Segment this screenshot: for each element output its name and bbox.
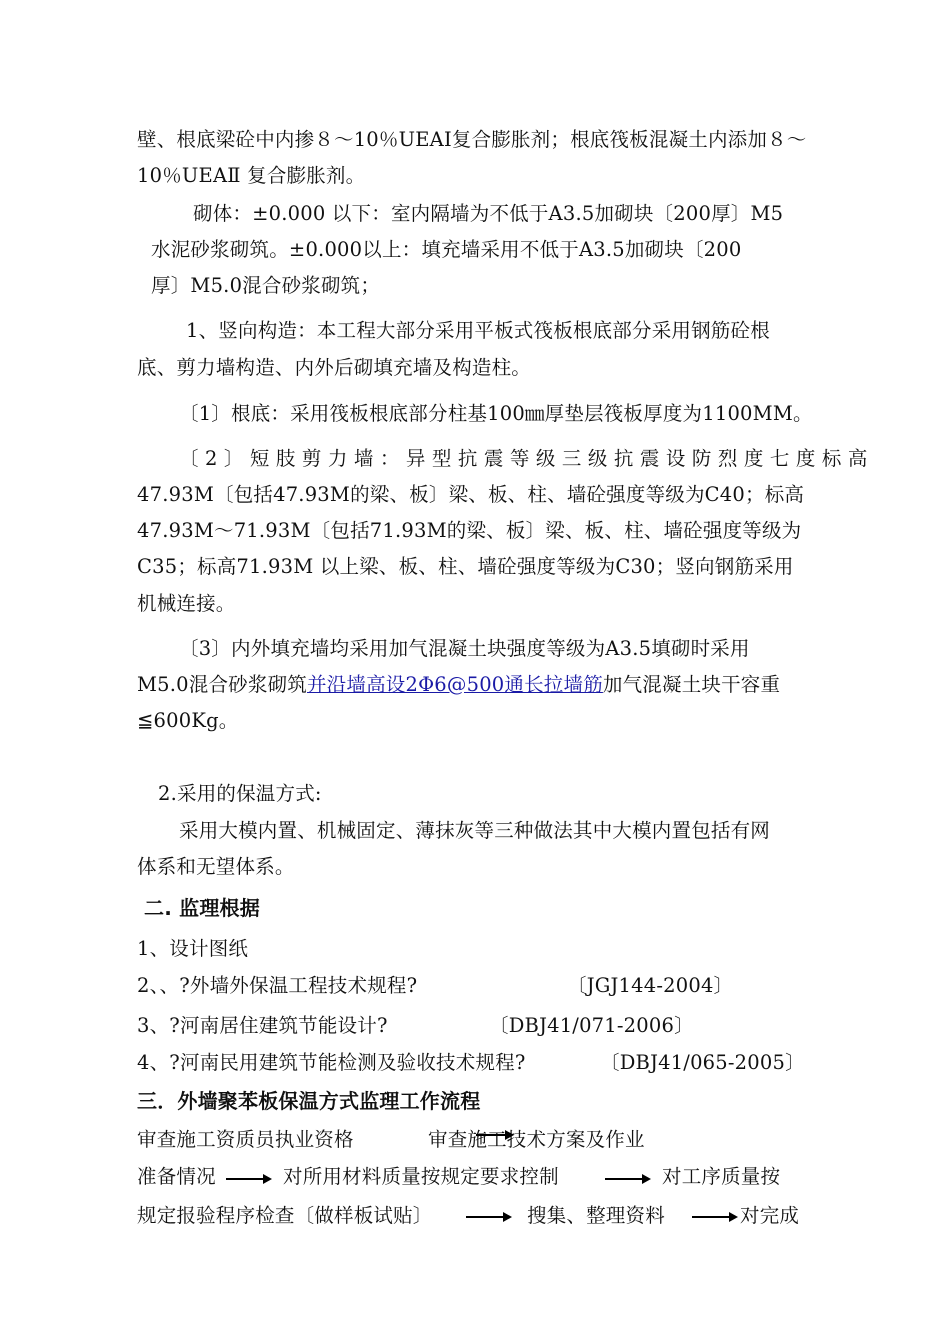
paragraph-line: ≦600Kg。 [137, 709, 239, 732]
paragraph-line: 壁、根底梁砼中内掺８～10％UEAⅠ复合膨胀剂；根底筏板混凝土内添加８～ [137, 128, 807, 151]
paragraph-line: 〔1〕根底：采用筏板根底部分柱基100㎜厚垫层筏板厚度为1100MM。 [179, 402, 813, 425]
flow-step: 审查施工技术方案及作业 [428, 1128, 645, 1151]
paragraph-line: 砌体：±0.000 以下：室内隔墙为不低于A3.5加砌块〔200厚〕M5 [193, 202, 784, 225]
flow-arrow-icon [226, 1178, 270, 1180]
reference-item: 4、?河南民用建筑节能检测及验收技术规程? [137, 1051, 526, 1074]
rebar-note-link[interactable]: 并沿墙高设2Φ6@500通长拉墙筋 [306, 673, 603, 696]
paragraph-line: 机械连接。 [137, 592, 236, 615]
flow-arrow-icon [466, 1216, 510, 1218]
flow-step: 对所用材料质量按规定要求控制 [283, 1165, 559, 1188]
subsection-title: 2.采用的保温方式: [158, 782, 322, 805]
paragraph-line: 采用大模内置、机械固定、薄抹灰等三种做法其中大模内置包括有网 [179, 819, 771, 842]
paragraph-line: 水泥砂浆砌筑。±0.000以上：填充墙采用不低于A3.5加砌块〔200 [151, 238, 742, 261]
text-segment: M5.0混合砂浆砌筑 [137, 673, 307, 696]
flow-arrow-icon [476, 1134, 512, 1136]
reference-code: 〔DBJ41/065-2005〕 [600, 1051, 805, 1074]
flow-step: 规定报验程序检查〔做样板试贴〕 [137, 1204, 433, 1227]
paragraph-line: C35；标高71.93M 以上梁、板、柱、墙砼强度等级为C30；竖向钢筋采用 [137, 555, 794, 578]
paragraph-line: 1、竖向构造：本工程大部分采用平板式筏板根底部分采用钢筋砼根 [186, 319, 770, 342]
reference-item: 1、设计图纸 [137, 937, 249, 960]
reference-code: 〔JGJ144-2004〕 [567, 974, 734, 997]
section-heading: 三．外墙聚苯板保温方式监理工作流程 [137, 1089, 481, 1113]
paragraph-line: 厚〕M5.0混合砂浆砌筑； [151, 274, 381, 297]
paragraph-line [137, 672, 780, 698]
paragraph-line: 〔3〕内外填充墙均采用加气混凝土块强度等级为A3.5填砌时采用 [179, 637, 750, 660]
paragraph-line: 〔2〕短肢剪力墙：异型抗震等级三级抗震设防烈度七度标高 [179, 447, 874, 470]
reference-code: 〔DBJ41/071-2006〕 [489, 1014, 694, 1037]
flow-step: 搜集、整理资料 [527, 1204, 665, 1227]
paragraph-line: 10％UEAⅡ 复合膨胀剂。 [137, 164, 366, 187]
reference-item: 2、、?外墙外保温工程技术规程? [137, 974, 418, 997]
text-segment: 加气混凝土块干容重 [602, 673, 781, 696]
flow-arrow-icon [692, 1216, 736, 1218]
flow-step: 对完成 [740, 1204, 800, 1227]
flow-step: 审查施工资质员执业资格 [137, 1128, 354, 1151]
flow-step: 准备情况 [137, 1165, 216, 1188]
paragraph-line: 47.93M～71.93M〔包括71.93M的梁、板〕梁、板、柱、墙砼强度等级为 [137, 519, 802, 542]
flow-step: 对工序质量按 [662, 1165, 781, 1188]
paragraph-line: 底、剪力墙构造、内外后砌填充墙及构造柱。 [137, 356, 532, 379]
paragraph-line: 47.93M〔包括47.93M的梁、板〕梁、板、柱、墙砼强度等级为C40；标高 [137, 483, 805, 506]
reference-item: 3、?河南居住建筑节能设计? [137, 1014, 388, 1037]
paragraph-line: 体系和无望体系。 [137, 855, 295, 878]
section-heading: 二. 监理根据 [144, 896, 260, 920]
flow-arrow-icon [605, 1178, 649, 1180]
